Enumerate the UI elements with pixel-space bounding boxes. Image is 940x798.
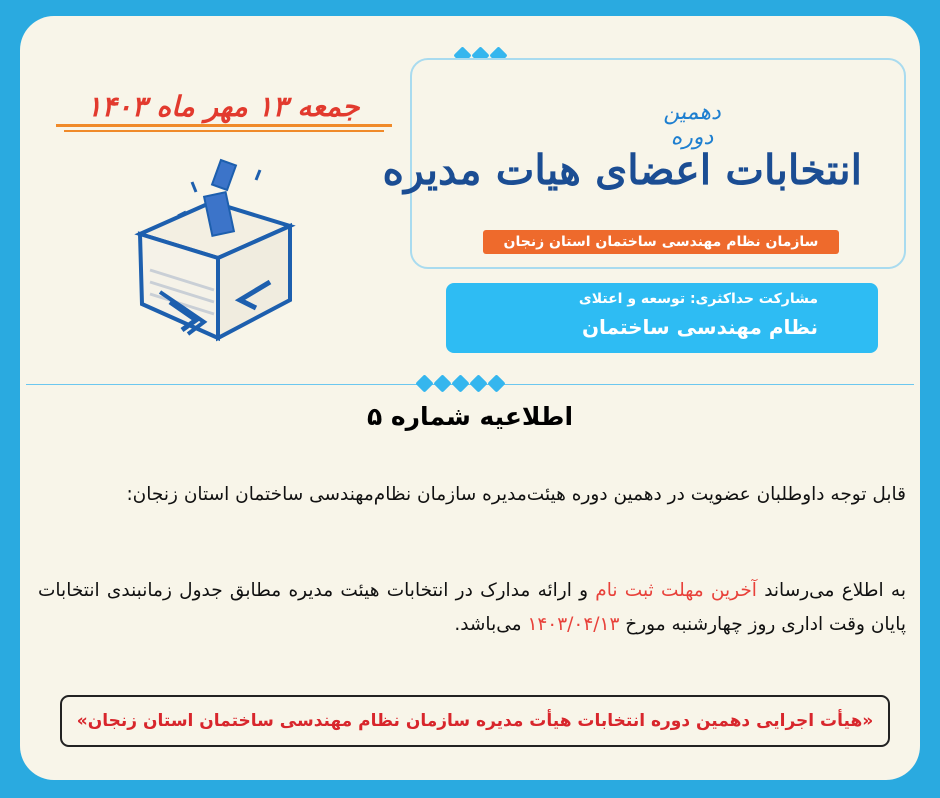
announcement-paragraph-1: قابل توجه داوطلبان عضویت در دهمین دوره هیئت‌مدیره سازمان نظام‌مهندسی ساختمان استان زنجان: xyxy=(126,484,906,505)
diamond-dot-icon xyxy=(433,374,451,392)
diamond-dot-icon xyxy=(415,374,433,392)
slogan-line-1: مشارکت حداکثری: توسعه و اعتلای xyxy=(578,291,818,307)
election-date: جمعه ۱۳ مهر ماه ۱۴۰۳ xyxy=(86,90,360,123)
diamond-dot-icon xyxy=(451,374,469,392)
deadline-highlight: آخرین مهلت ثبت نام xyxy=(595,580,757,601)
divider-dots-decoration xyxy=(418,377,503,390)
slogan-line-2: نظام مهندسی ساختمان xyxy=(581,315,818,339)
announcement-heading: اطلاعیه شماره ۵ xyxy=(366,402,574,431)
paragraph-2-text-b: و ارائه مدارک در انتخابات هیئت مدیره مطابق جدول زمانبندی انتخابات پایان وقت اداری روز چهارشنبه مورخ xyxy=(38,580,906,635)
title-edition: دهمین دوره xyxy=(663,100,721,150)
organization-label: سازمان نظام مهندسی ساختمان استان زنجان xyxy=(483,230,839,254)
slogan-banner xyxy=(446,283,878,353)
diamond-dot-icon xyxy=(487,374,505,392)
title-main: انتخابات اعضای هیات مدیره xyxy=(382,146,862,194)
paragraph-2-text-c: می‌باشد. xyxy=(454,614,528,635)
signature-footer: «هیأت اجرایی دهمین دوره انتخابات هیأت مدیره سازمان نظام مهندسی ساختمان استان زنجان» xyxy=(60,695,890,747)
diamond-dot-icon xyxy=(469,374,487,392)
date-underline-2 xyxy=(64,130,384,132)
date-highlight: ۱۴۰۳/۰۴/۱۳ xyxy=(527,614,620,635)
date-underline xyxy=(56,124,392,127)
announcement-card xyxy=(20,16,920,780)
paragraph-2-text-a: به اطلاع می‌رساند xyxy=(756,580,906,601)
announcement-paragraph-2 xyxy=(38,574,906,642)
election-title-box xyxy=(382,58,906,269)
ballot-box-icon xyxy=(130,152,320,342)
